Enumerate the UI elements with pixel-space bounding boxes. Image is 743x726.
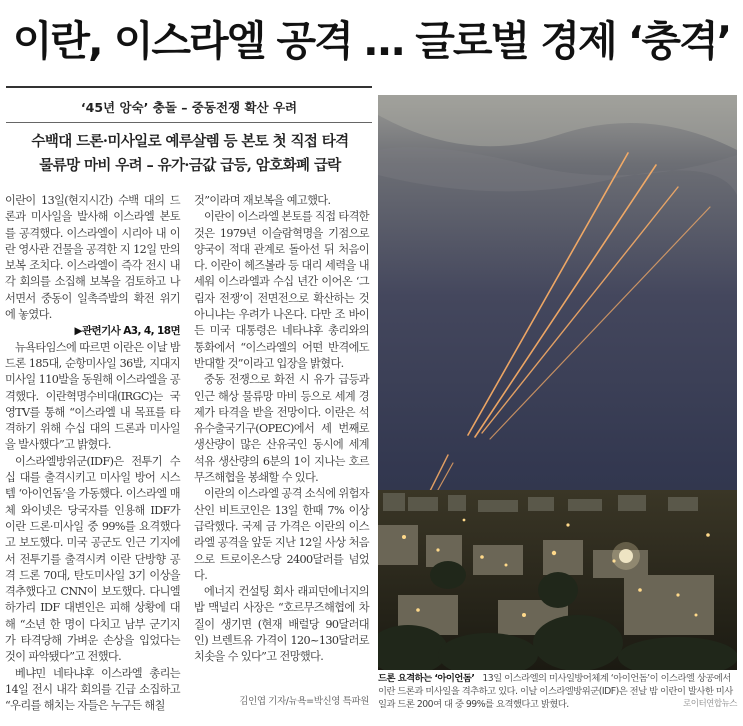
article-column-2 — [194, 193, 369, 666]
photo-caption — [378, 672, 737, 711]
photo-credit: 로이터연합뉴스 — [683, 699, 737, 709]
caption-text: 13일 이스라엘의 미사일방어체계 ‘아이언돔’이 이스라엘 상공에서 이란 드론과 미사일을 격추하고 있다. 이날 이스라엘방위군(IDF)은 전날 밤 이란이 발사한 미사일과 드론 200여 대 중 99%를 요격했다고 밝혔다. — [378, 673, 733, 710]
deck — [10, 130, 370, 178]
top-rule — [6, 86, 372, 88]
paragraph: 에너지 컨설팅 회사 래피던에너지의 밥 맥널리 사장은 “호르무즈해협에 차질이 생기면 (현재 배럴당 90달러대인) 브렌트유 가격이 120~130달러로 치솟을 수 있다”고 전망했다. — [194, 585, 369, 664]
paragraph: 뉴욕타임스에 따르면 이란은 이날 밤 드론 185대, 순항미사일 36발, 지대지미사일 110발을 동원해 이스라엘을 공격했다. 이란혁명수비대(IRGC)는 국영TV를 통해 “이스라엘 내 목표를 타격하기 위해 수십 대의 드론과 미사일을 발사했다”고 밝혔다. — [5, 340, 180, 452]
related-articles-link[interactable]: ▶관련기사 A3, 4, 18면 — [74, 325, 180, 338]
paragraph: 이란이 13일(현지시간) 수백 대의 드론과 미사일을 발사해 이스라엘 본토를 공격했다. 이스라엘이 시리아 내 이란 영사관 건물을 공격한 지 12일 만의 보복 조치다. 이스라엘이 즉각 전시 내각 회의를 소집해 보복을 검토하고 나서면서 중동이 일촉즉발의 확전 위기에 놓였다. — [5, 194, 180, 322]
news-photo-iron-dome — [378, 95, 737, 670]
paragraph: 베냐민 네타냐후 이스라엘 총리는 14일 전시 내각 회의를 긴급 소집하고 “우리를 해치는 자들은 누구든 해칠 — [5, 666, 180, 713]
paragraph: 이스라엘방위군(IDF)은 전투기 수십 대를 출격시키고 미사일 방어 시스템 ‘아이언돔’을 가동했다. 이스라엘 매체 와이넷은 당국자를 인용해 IDF가 이란 드론·미사일 중 99%를 요격했다고 보도했다. 미국 공군도 인근 기지에서 전투기를 출격시켜 이란 단방향 공격 드론 70대, 탄도미사일 3기 이상을 격추했다고 CNN이 보도했다. 다니엘 하가리 IDF 대변인은 피해 상황에 대해 “소년 한 명이 다치고 남부 군기지가 타격당해 가벼운 손상을 입었다는 것이 파악됐다”고 전했다. — [5, 454, 180, 664]
sub-kicker: ‘45년 앙숙’ 충돌 – 중동전쟁 확산 우려 — [80, 100, 298, 115]
deck-line-2: 물류망 마비 우려 – 유가·금값 급등, 암호화폐 급락 — [39, 157, 341, 174]
paragraph: 것”이라며 재보복을 예고했다. — [194, 194, 331, 207]
paragraph: 이란의 이스라엘 공격 소식에 위험자산인 비트코인은 13일 한때 7% 이상 급락했다. 국제 금 가격은 이란의 이스라엘 공격을 앞둔 지난 12일 사상 처음으로 트로이온스당 2400달러를 넘었다. — [194, 487, 369, 582]
sub-rule — [6, 122, 372, 123]
paragraph: 이란이 이스라엘 본토를 직접 타격한 것은 1979년 이슬람혁명을 기점으로 양국이 적대 관계로 돌아선 뒤 처음이다. 이란이 헤즈볼라 등 대리 세력을 내세워 이스라엘과 수십 년간 이어온 ‘그림자 전쟁’이 전면전으로 확산하는 것 아니냐는 우려가 나온다. 다만 조 바이든 미국 대통령은 네타냐후 총리와의 통화에서 “이스라엘의 어떤 반격에도 반대할 것”이라고 입장을 밝혔다. — [194, 210, 369, 370]
paragraph: 중동 전쟁으로 화전 시 유가 급등과 인근 해상 물류망 마비 등으로 세계 경제가 타격을 받을 전망이다. 이란은 석유수출국기구(OPEC)에서 세 번째로 생산량이 많은 산유국인 동시에 세계 석유 생산량의 6분의 1이 지나는 호르무즈해협을 봉쇄할 수 있다. — [194, 373, 369, 485]
caption-title: 드론 요격하는 ‘아이언돔’ — [378, 673, 475, 684]
deck-line-1: 수백대 드론·미사일로 예루살렘 등 본토 첫 직접 타격 — [31, 133, 349, 150]
article-column-1 — [5, 193, 180, 715]
headline: 이란, 이스라엘 공격 … 글로벌 경제 ‘충격’ — [12, 16, 731, 65]
byline: 김인엽 기자/뉴욕=박신영 특파원 — [239, 696, 369, 707]
